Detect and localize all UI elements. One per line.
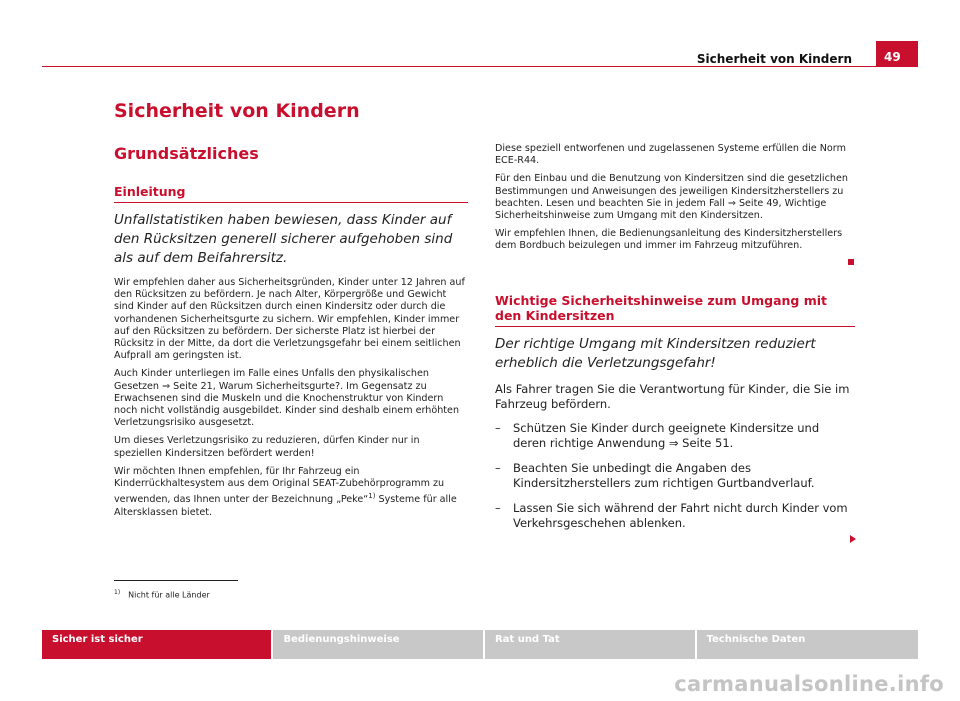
chapter-tab-bar: [42, 630, 918, 659]
right-paragraph-1: Diese speziell entworfenen und zugelassenen Systeme erfüllen die Norm ECE-R44.: [495, 143, 846, 167]
instruction-list: [495, 421, 855, 532]
list-item: [495, 421, 855, 452]
footnote-rule: [114, 580, 238, 581]
list-item-text: Beachten Sie unbedingt die Angaben des Kindersitzherstellers zum richtigen Gurtbandverlauf.: [513, 460, 815, 491]
right-paragraph-4: Als Fahrer tragen Sie die Verantwortung für Kinder, die Sie im Fahrzeug befördern.: [495, 381, 850, 412]
subsection-heading-einleitung: Einleitung: [114, 184, 468, 203]
paragraph-3: Um dieses Verletzungsrisiko zu reduzieren, dürfen Kinder nur in speziellen Kindersitzen befördert werden!: [114, 435, 420, 459]
running-header-title: Sicherheit von Kindern: [696, 52, 852, 66]
list-dash: –: [495, 500, 501, 515]
section-title: Grundsätzliches: [114, 144, 259, 163]
footnote-mark: 1): [114, 589, 121, 596]
continue-arrow-icon: [850, 535, 856, 543]
footnote: [114, 589, 210, 600]
footnote-text: Nicht für alle Länder: [128, 590, 210, 600]
subsection-heading-sicherheitshinweise: Wichtige Sicherheitshinweise zum Umgang mit den Kindersitzen: [495, 293, 855, 327]
tab-bedienungshinweise[interactable]: Bedienungshinweise: [273, 630, 483, 659]
header-rule: [42, 66, 918, 67]
paragraph-4-text-a: Wir möchten Ihnen empfehlen, für Ihr Fahrzeug ein Kinderrückhaltesystem aus dem Original SEAT-Zubehörprogramm zu verwenden, das Ihnen unter der Bezeichnung „Peke“: [114, 465, 445, 506]
paragraph-4-text-b: Systeme für alle Altersklassen bietet.: [114, 494, 457, 518]
watermark-text: carmanualsonline.info: [674, 672, 944, 696]
right-column: [495, 143, 855, 541]
footnote-reference[interactable]: 1): [368, 492, 376, 501]
paragraph-1: Wir empfehlen daher aus Sicherheitsgründen, Kinder unter 12 Jahren auf den Rücksitzen zu befördern. Je nach Alter, Körpergröße und Gewicht sind Kinder auf den Rücksitzen durch einen Kindersitz oder durch die vorhandenen Sicherheitsgurte zu sichern. Wir empfehlen, Kinder immer auf den Rücksitzen zu befördern. Der sicherste Platz ist hierbei der Rücksitz in der Mitte, da dort die Verletzungsgefahr bei einem seitlichen Aufprall am geringsten ist.: [114, 277, 465, 362]
tab-rat-und-tat[interactable]: Rat und Tat: [485, 630, 695, 659]
left-column: [114, 184, 468, 519]
list-item-text: Lassen Sie sich während der Fahrt nicht durch Kinder vom Verkehrsgeschehen ablenken.: [513, 500, 848, 531]
tab-sicher-ist-sicher[interactable]: Sicher ist sicher: [42, 630, 271, 659]
right-paragraph-2: Für den Einbau und die Benutzung von Kindersitzen sind die gesetzlichen Bestimmungen und Anweisungen des jeweiligen Kindersitzherstellers zu beachten. Lesen und beachten Sie in jedem Fall ⇒ Seite 49, Wichtige Sicherheitshinweise zum Umgang mit den Kindersitzen.: [495, 173, 848, 222]
paragraph-2: Auch Kinder unterliegen im Falle eines Unfalls den physikalischen Gesetzen ⇒ Seite 21, Warum Sicherheitsgurte?. Im Gegensatz zu Erwachsenen sind die Muskeln und die Knochenstruktur von Kindern noch nicht vollständig ausgebildet. Kinder sind deshalb einem erhöhten Verletzungsrisiko ausgesetzt.: [114, 368, 460, 429]
list-item: [495, 501, 855, 532]
list-item-text: Schützen Sie Kinder durch geeignete Kindersitze und deren richtige Anwendung ⇒ Seite 51.: [513, 420, 820, 451]
list-item: [495, 461, 855, 492]
right-lead-paragraph: Der richtige Umgang mit Kindersitzen reduziert erheblich die Verletzungsgefahr!: [495, 335, 816, 371]
page-number-badge: 49: [876, 41, 918, 67]
list-dash: –: [495, 460, 501, 475]
paragraph-4: [114, 466, 468, 519]
list-dash: –: [495, 420, 501, 435]
lead-paragraph: Unfallstatistiken haben bewiesen, dass Kinder auf den Rücksitzen generell sicherer aufgehoben sind als auf dem Beifahrersitz.: [114, 212, 453, 266]
right-paragraph-3: Wir empfehlen Ihnen, die Bedienungsanleitung des Kindersitzherstellers dem Bordbuch beizulegen und immer im Fahrzeug mitzuführen.: [495, 228, 843, 252]
tab-technische-daten[interactable]: Technische Daten: [697, 630, 918, 659]
chapter-title: Sicherheit von Kindern: [114, 100, 360, 122]
section-end-marker-icon: [848, 259, 854, 265]
